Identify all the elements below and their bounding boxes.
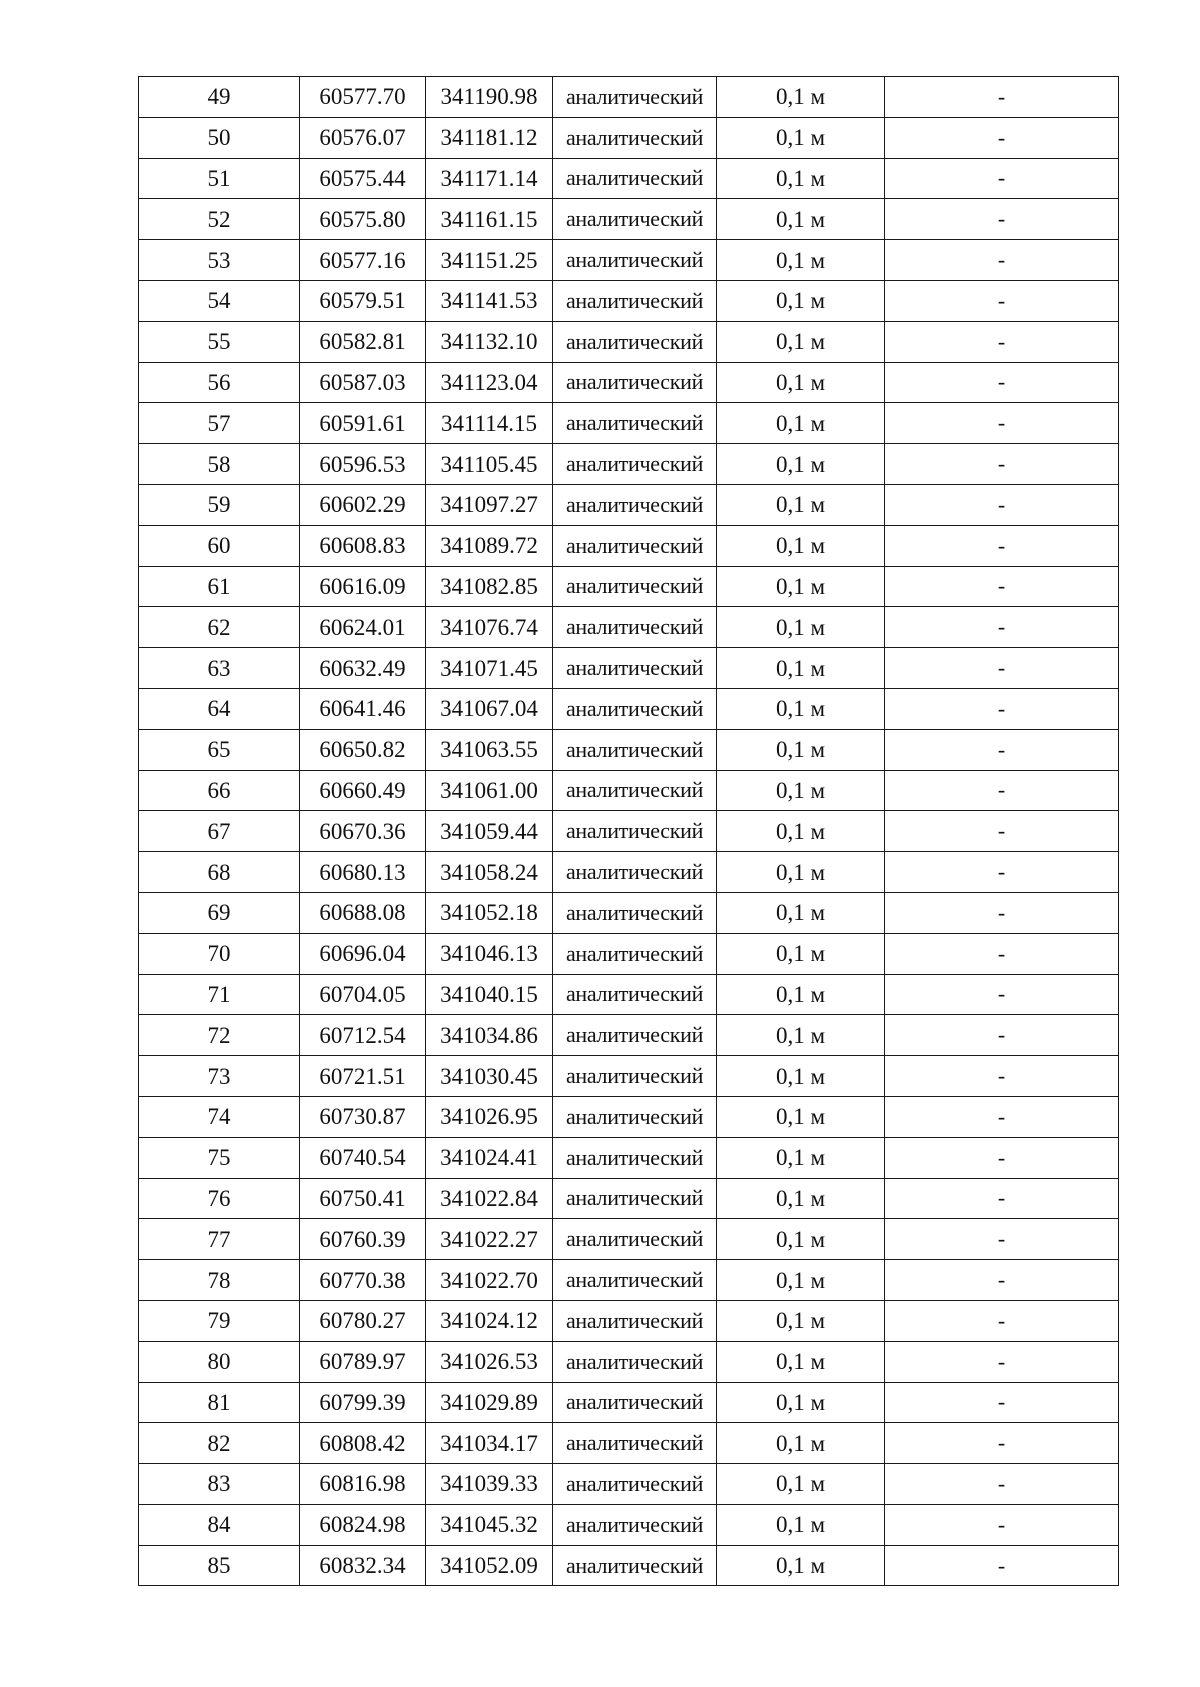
method-cell: аналитический: [553, 648, 717, 689]
y-coordinate-cell: 341040.15: [426, 974, 553, 1015]
point-number-cell: 83: [139, 1464, 300, 1505]
x-coordinate-cell: 60596.53: [300, 444, 426, 485]
accuracy-cell: 0,1 м: [717, 688, 885, 729]
note-cell: -: [885, 362, 1119, 403]
point-number-cell: 52: [139, 199, 300, 240]
table-row: [139, 892, 1119, 933]
point-number-cell: 75: [139, 1137, 300, 1178]
accuracy-cell: 0,1 м: [717, 525, 885, 566]
table-row: [139, 1056, 1119, 1097]
accuracy-cell: 0,1 м: [717, 362, 885, 403]
method-cell: аналитический: [553, 1219, 717, 1260]
point-number-cell: 82: [139, 1423, 300, 1464]
note-cell: -: [885, 566, 1119, 607]
accuracy-cell: 0,1 м: [717, 1096, 885, 1137]
point-number-cell: 53: [139, 240, 300, 281]
accuracy-cell: 0,1 м: [717, 403, 885, 444]
method-cell: аналитический: [553, 362, 717, 403]
note-cell: -: [885, 1545, 1119, 1586]
accuracy-cell: 0,1 м: [717, 811, 885, 852]
accuracy-cell: 0,1 м: [717, 1423, 885, 1464]
note-cell: -: [885, 280, 1119, 321]
table-row: [139, 117, 1119, 158]
table-row: [139, 1504, 1119, 1545]
note-cell: -: [885, 1219, 1119, 1260]
x-coordinate-cell: 60591.61: [300, 403, 426, 444]
x-coordinate-cell: 60704.05: [300, 974, 426, 1015]
y-coordinate-cell: 341045.32: [426, 1504, 553, 1545]
x-coordinate-cell: 60579.51: [300, 280, 426, 321]
y-coordinate-cell: 341034.17: [426, 1423, 553, 1464]
point-number-cell: 78: [139, 1260, 300, 1301]
x-coordinate-cell: 60760.39: [300, 1219, 426, 1260]
note-cell: -: [885, 117, 1119, 158]
accuracy-cell: 0,1 м: [717, 1300, 885, 1341]
table-row: [139, 688, 1119, 729]
y-coordinate-cell: 341052.09: [426, 1545, 553, 1586]
table-row: [139, 1545, 1119, 1586]
y-coordinate-cell: 341030.45: [426, 1056, 553, 1097]
coordinates-table-body: [139, 77, 1119, 1586]
note-cell: -: [885, 607, 1119, 648]
accuracy-cell: 0,1 м: [717, 1178, 885, 1219]
point-number-cell: 80: [139, 1341, 300, 1382]
method-cell: аналитический: [553, 974, 717, 1015]
table-row: [139, 1137, 1119, 1178]
y-coordinate-cell: 341190.98: [426, 77, 553, 118]
note-cell: -: [885, 525, 1119, 566]
table-row: [139, 158, 1119, 199]
accuracy-cell: 0,1 м: [717, 77, 885, 118]
y-coordinate-cell: 341022.84: [426, 1178, 553, 1219]
x-coordinate-cell: 60780.27: [300, 1300, 426, 1341]
y-coordinate-cell: 341161.15: [426, 199, 553, 240]
x-coordinate-cell: 60660.49: [300, 770, 426, 811]
method-cell: аналитический: [553, 1300, 717, 1341]
y-coordinate-cell: 341026.95: [426, 1096, 553, 1137]
y-coordinate-cell: 341123.04: [426, 362, 553, 403]
note-cell: -: [885, 1464, 1119, 1505]
note-cell: -: [885, 811, 1119, 852]
x-coordinate-cell: 60576.07: [300, 117, 426, 158]
note-cell: -: [885, 444, 1119, 485]
y-coordinate-cell: 341097.27: [426, 484, 553, 525]
table-row: [139, 77, 1119, 118]
method-cell: аналитический: [553, 1015, 717, 1056]
method-cell: аналитический: [553, 729, 717, 770]
point-number-cell: 66: [139, 770, 300, 811]
accuracy-cell: 0,1 м: [717, 117, 885, 158]
table-row: [139, 280, 1119, 321]
note-cell: -: [885, 852, 1119, 893]
y-coordinate-cell: 341082.85: [426, 566, 553, 607]
note-cell: -: [885, 1015, 1119, 1056]
x-coordinate-cell: 60641.46: [300, 688, 426, 729]
point-number-cell: 64: [139, 688, 300, 729]
x-coordinate-cell: 60688.08: [300, 892, 426, 933]
x-coordinate-cell: 60624.01: [300, 607, 426, 648]
y-coordinate-cell: 341141.53: [426, 280, 553, 321]
y-coordinate-cell: 341022.27: [426, 1219, 553, 1260]
point-number-cell: 50: [139, 117, 300, 158]
table-row: [139, 648, 1119, 689]
accuracy-cell: 0,1 м: [717, 648, 885, 689]
x-coordinate-cell: 60650.82: [300, 729, 426, 770]
accuracy-cell: 0,1 м: [717, 1056, 885, 1097]
y-coordinate-cell: 341026.53: [426, 1341, 553, 1382]
note-cell: -: [885, 321, 1119, 362]
point-number-cell: 76: [139, 1178, 300, 1219]
note-cell: -: [885, 688, 1119, 729]
method-cell: аналитический: [553, 1423, 717, 1464]
point-number-cell: 59: [139, 484, 300, 525]
accuracy-cell: 0,1 м: [717, 240, 885, 281]
point-number-cell: 71: [139, 974, 300, 1015]
x-coordinate-cell: 60670.36: [300, 811, 426, 852]
accuracy-cell: 0,1 м: [717, 1260, 885, 1301]
x-coordinate-cell: 60575.44: [300, 158, 426, 199]
y-coordinate-cell: 341058.24: [426, 852, 553, 893]
x-coordinate-cell: 60632.49: [300, 648, 426, 689]
method-cell: аналитический: [553, 1504, 717, 1545]
x-coordinate-cell: 60577.16: [300, 240, 426, 281]
note-cell: -: [885, 240, 1119, 281]
method-cell: аналитический: [553, 240, 717, 281]
point-number-cell: 65: [139, 729, 300, 770]
note-cell: -: [885, 1300, 1119, 1341]
y-coordinate-cell: 341061.00: [426, 770, 553, 811]
x-coordinate-cell: 60582.81: [300, 321, 426, 362]
accuracy-cell: 0,1 м: [717, 974, 885, 1015]
table-row: [139, 933, 1119, 974]
point-number-cell: 49: [139, 77, 300, 118]
point-number-cell: 67: [139, 811, 300, 852]
accuracy-cell: 0,1 м: [717, 1545, 885, 1586]
point-number-cell: 54: [139, 280, 300, 321]
point-number-cell: 61: [139, 566, 300, 607]
y-coordinate-cell: 341071.45: [426, 648, 553, 689]
method-cell: аналитический: [553, 688, 717, 729]
y-coordinate-cell: 341151.25: [426, 240, 553, 281]
note-cell: -: [885, 974, 1119, 1015]
y-coordinate-cell: 341171.14: [426, 158, 553, 199]
method-cell: аналитический: [553, 1464, 717, 1505]
x-coordinate-cell: 60587.03: [300, 362, 426, 403]
point-number-cell: 79: [139, 1300, 300, 1341]
x-coordinate-cell: 60602.29: [300, 484, 426, 525]
table-row: [139, 1423, 1119, 1464]
x-coordinate-cell: 60696.04: [300, 933, 426, 974]
y-coordinate-cell: 341039.33: [426, 1464, 553, 1505]
method-cell: аналитический: [553, 321, 717, 362]
note-cell: -: [885, 1382, 1119, 1423]
note-cell: -: [885, 1056, 1119, 1097]
method-cell: аналитический: [553, 1260, 717, 1301]
table-row: [139, 729, 1119, 770]
table-row: [139, 1341, 1119, 1382]
accuracy-cell: 0,1 м: [717, 321, 885, 362]
table-row: [139, 525, 1119, 566]
table-row: [139, 1382, 1119, 1423]
method-cell: аналитический: [553, 77, 717, 118]
point-number-cell: 58: [139, 444, 300, 485]
accuracy-cell: 0,1 м: [717, 444, 885, 485]
point-number-cell: 51: [139, 158, 300, 199]
table-row: [139, 974, 1119, 1015]
note-cell: -: [885, 1178, 1119, 1219]
table-row: [139, 1096, 1119, 1137]
method-cell: аналитический: [553, 1096, 717, 1137]
method-cell: аналитический: [553, 892, 717, 933]
method-cell: аналитический: [553, 566, 717, 607]
accuracy-cell: 0,1 м: [717, 933, 885, 974]
accuracy-cell: 0,1 м: [717, 1341, 885, 1382]
point-number-cell: 74: [139, 1096, 300, 1137]
y-coordinate-cell: 341052.18: [426, 892, 553, 933]
point-number-cell: 62: [139, 607, 300, 648]
method-cell: аналитический: [553, 403, 717, 444]
note-cell: -: [885, 770, 1119, 811]
table-row: [139, 1260, 1119, 1301]
x-coordinate-cell: 60824.98: [300, 1504, 426, 1545]
coordinates-table: [138, 76, 1119, 1586]
method-cell: аналитический: [553, 444, 717, 485]
x-coordinate-cell: 60799.39: [300, 1382, 426, 1423]
y-coordinate-cell: 341046.13: [426, 933, 553, 974]
table-row: [139, 321, 1119, 362]
accuracy-cell: 0,1 м: [717, 892, 885, 933]
note-cell: -: [885, 158, 1119, 199]
point-number-cell: 84: [139, 1504, 300, 1545]
note-cell: -: [885, 199, 1119, 240]
point-number-cell: 72: [139, 1015, 300, 1056]
point-number-cell: 73: [139, 1056, 300, 1097]
accuracy-cell: 0,1 м: [717, 484, 885, 525]
method-cell: аналитический: [553, 117, 717, 158]
accuracy-cell: 0,1 м: [717, 729, 885, 770]
method-cell: аналитический: [553, 1137, 717, 1178]
table-row: [139, 484, 1119, 525]
accuracy-cell: 0,1 м: [717, 158, 885, 199]
note-cell: -: [885, 1137, 1119, 1178]
note-cell: -: [885, 729, 1119, 770]
y-coordinate-cell: 341024.12: [426, 1300, 553, 1341]
method-cell: аналитический: [553, 1545, 717, 1586]
point-number-cell: 85: [139, 1545, 300, 1586]
method-cell: аналитический: [553, 525, 717, 566]
table-row: [139, 1219, 1119, 1260]
method-cell: аналитический: [553, 770, 717, 811]
accuracy-cell: 0,1 м: [717, 852, 885, 893]
x-coordinate-cell: 60770.38: [300, 1260, 426, 1301]
accuracy-cell: 0,1 м: [717, 1464, 885, 1505]
note-cell: -: [885, 1504, 1119, 1545]
y-coordinate-cell: 341076.74: [426, 607, 553, 648]
note-cell: -: [885, 484, 1119, 525]
point-number-cell: 68: [139, 852, 300, 893]
accuracy-cell: 0,1 м: [717, 1015, 885, 1056]
accuracy-cell: 0,1 м: [717, 199, 885, 240]
note-cell: -: [885, 403, 1119, 444]
method-cell: аналитический: [553, 280, 717, 321]
accuracy-cell: 0,1 м: [717, 770, 885, 811]
method-cell: аналитический: [553, 811, 717, 852]
x-coordinate-cell: 60789.97: [300, 1341, 426, 1382]
note-cell: -: [885, 1423, 1119, 1464]
method-cell: аналитический: [553, 484, 717, 525]
x-coordinate-cell: 60750.41: [300, 1178, 426, 1219]
x-coordinate-cell: 60712.54: [300, 1015, 426, 1056]
accuracy-cell: 0,1 м: [717, 1504, 885, 1545]
x-coordinate-cell: 60808.42: [300, 1423, 426, 1464]
table-row: [139, 770, 1119, 811]
point-number-cell: 81: [139, 1382, 300, 1423]
method-cell: аналитический: [553, 852, 717, 893]
accuracy-cell: 0,1 м: [717, 1137, 885, 1178]
x-coordinate-cell: 60832.34: [300, 1545, 426, 1586]
y-coordinate-cell: 341022.70: [426, 1260, 553, 1301]
point-number-cell: 77: [139, 1219, 300, 1260]
method-cell: аналитический: [553, 1341, 717, 1382]
table-row: [139, 1300, 1119, 1341]
y-coordinate-cell: 341034.86: [426, 1015, 553, 1056]
accuracy-cell: 0,1 м: [717, 607, 885, 648]
point-number-cell: 69: [139, 892, 300, 933]
method-cell: аналитический: [553, 158, 717, 199]
x-coordinate-cell: 60575.80: [300, 199, 426, 240]
point-number-cell: 55: [139, 321, 300, 362]
method-cell: аналитический: [553, 1056, 717, 1097]
accuracy-cell: 0,1 м: [717, 566, 885, 607]
table-row: [139, 1464, 1119, 1505]
point-number-cell: 57: [139, 403, 300, 444]
y-coordinate-cell: 341029.89: [426, 1382, 553, 1423]
note-cell: -: [885, 1096, 1119, 1137]
note-cell: -: [885, 648, 1119, 689]
x-coordinate-cell: 60721.51: [300, 1056, 426, 1097]
method-cell: аналитический: [553, 607, 717, 648]
x-coordinate-cell: 60608.83: [300, 525, 426, 566]
y-coordinate-cell: 341089.72: [426, 525, 553, 566]
y-coordinate-cell: 341132.10: [426, 321, 553, 362]
table-row: [139, 362, 1119, 403]
table-row: [139, 444, 1119, 485]
table-row: [139, 403, 1119, 444]
point-number-cell: 60: [139, 525, 300, 566]
method-cell: аналитический: [553, 933, 717, 974]
note-cell: -: [885, 933, 1119, 974]
point-number-cell: 70: [139, 933, 300, 974]
method-cell: аналитический: [553, 1178, 717, 1219]
y-coordinate-cell: 341114.15: [426, 403, 553, 444]
y-coordinate-cell: 341067.04: [426, 688, 553, 729]
y-coordinate-cell: 341063.55: [426, 729, 553, 770]
table-row: [139, 607, 1119, 648]
table-row: [139, 240, 1119, 281]
table-row: [139, 852, 1119, 893]
x-coordinate-cell: 60816.98: [300, 1464, 426, 1505]
note-cell: -: [885, 1260, 1119, 1301]
point-number-cell: 63: [139, 648, 300, 689]
accuracy-cell: 0,1 м: [717, 1219, 885, 1260]
note-cell: -: [885, 892, 1119, 933]
y-coordinate-cell: 341105.45: [426, 444, 553, 485]
x-coordinate-cell: 60730.87: [300, 1096, 426, 1137]
table-row: [139, 1178, 1119, 1219]
y-coordinate-cell: 341059.44: [426, 811, 553, 852]
note-cell: -: [885, 1341, 1119, 1382]
table-row: [139, 811, 1119, 852]
table-row: [139, 566, 1119, 607]
x-coordinate-cell: 60680.13: [300, 852, 426, 893]
table-row: [139, 1015, 1119, 1056]
x-coordinate-cell: 60740.54: [300, 1137, 426, 1178]
y-coordinate-cell: 341181.12: [426, 117, 553, 158]
y-coordinate-cell: 341024.41: [426, 1137, 553, 1178]
method-cell: аналитический: [553, 199, 717, 240]
note-cell: -: [885, 77, 1119, 118]
x-coordinate-cell: 60616.09: [300, 566, 426, 607]
accuracy-cell: 0,1 м: [717, 280, 885, 321]
accuracy-cell: 0,1 м: [717, 1382, 885, 1423]
x-coordinate-cell: 60577.70: [300, 77, 426, 118]
table-row: [139, 199, 1119, 240]
method-cell: аналитический: [553, 1382, 717, 1423]
point-number-cell: 56: [139, 362, 300, 403]
